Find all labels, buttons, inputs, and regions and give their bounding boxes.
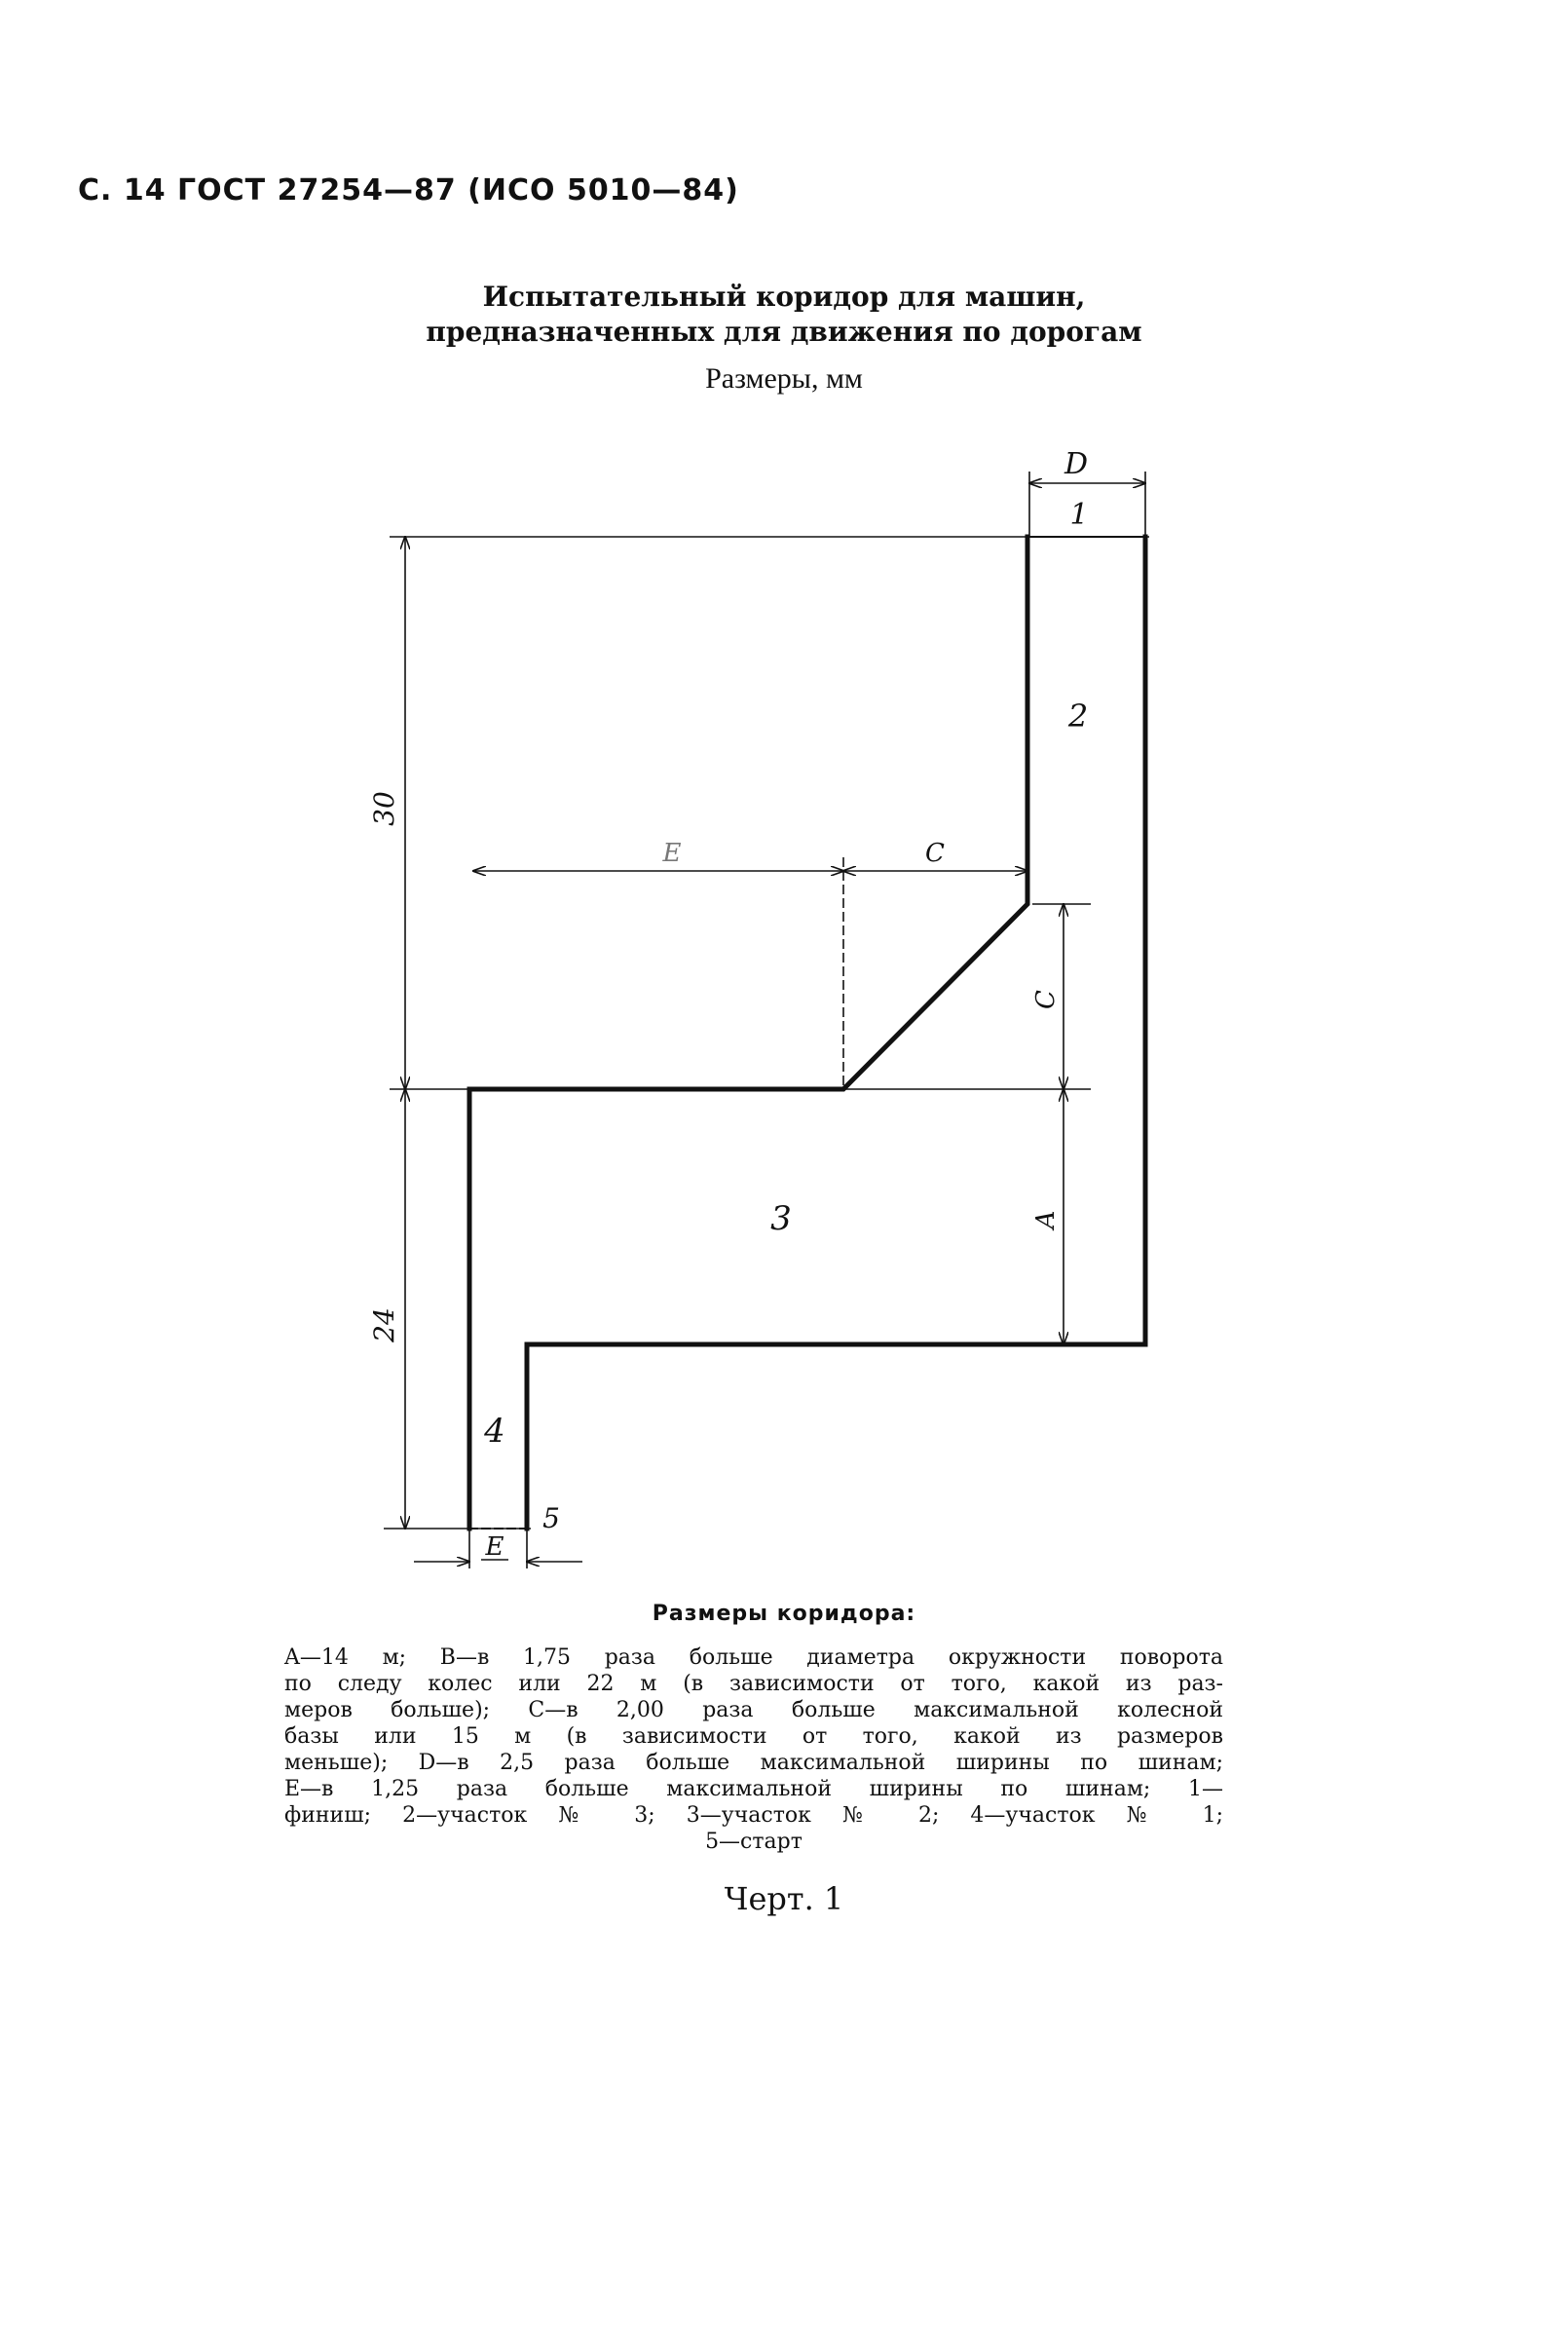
legend-line: E—в 1,25 раза больше максимальной ширины по шинам; 1— — [284, 1777, 1223, 1801]
figure-units: Размеры, мм — [705, 362, 863, 395]
label-c-horizontal: C — [925, 839, 945, 868]
figure-title-line1: Испытательный коридор для машин, — [482, 281, 1086, 313]
legend-line: меньше); D—в 2,5 раза больше максимальной ширины по шинам; — [284, 1751, 1223, 1775]
label-dim-30: 30 — [368, 791, 400, 826]
legend-line: A—14 м; B—в 1,75 раза больше диаметра окружности поворота — [284, 1645, 1223, 1670]
label-zone-4: 4 — [484, 1412, 505, 1451]
legend-line: меров больше); C—в 2,00 раза больше максимальной колесной — [284, 1698, 1223, 1722]
figure-caption: Черт. 1 — [724, 1880, 844, 1917]
label-e-bottom: E — [485, 1532, 504, 1562]
label-a-vertical: A — [1031, 1210, 1061, 1229]
dimensions-legend — [284, 1644, 1223, 1855]
legend-line: 5—старт — [705, 1830, 803, 1854]
label-dim-24: 24 — [368, 1307, 400, 1342]
corridor-outline-left — [469, 537, 1027, 1529]
label-c-vertical: C — [1031, 990, 1061, 1009]
figure-title-line2: предназначенных для движения по дорогам — [426, 316, 1142, 348]
label-d: D — [1064, 447, 1089, 481]
label-zone-5: 5 — [542, 1502, 560, 1534]
label-zone-1: 1 — [1069, 498, 1089, 532]
legend-line: базы или 15 м (в зависимости от того, какой из размеров — [284, 1724, 1223, 1749]
dimensions-heading: Размеры коридора: — [652, 1602, 916, 1626]
label-e-horizontal: E — [662, 839, 682, 868]
label-zone-3: 3 — [770, 1199, 792, 1238]
legend-line: по следу колес или 22 м (в зависимости от того, какой из раз- — [284, 1672, 1223, 1696]
label-zone-2: 2 — [1067, 698, 1089, 735]
page-header: С. 14 ГОСТ 27254—87 (ИСО 5010—84) — [78, 173, 739, 208]
corridor-outline-right — [527, 537, 1145, 1529]
legend-line: финиш; 2—участок № 3; 3—участок № 2; 4—участок № 1; — [284, 1803, 1223, 1828]
